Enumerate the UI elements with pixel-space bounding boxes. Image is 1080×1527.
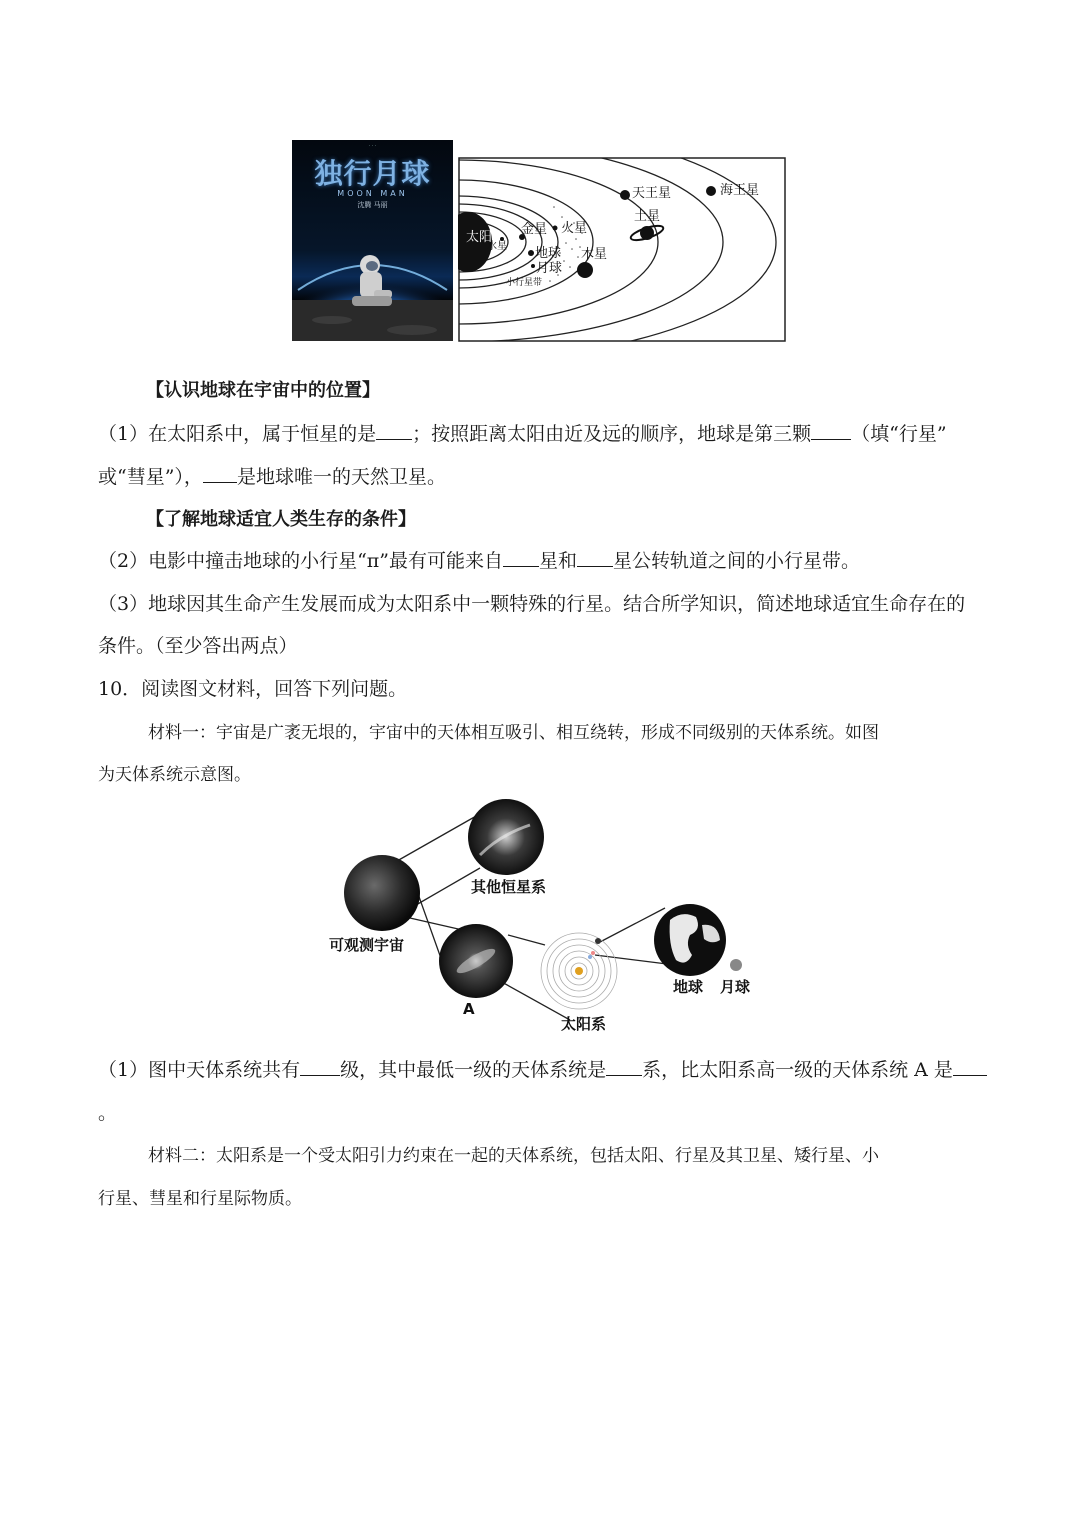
other-stars-label: 其他恒星系: [471, 878, 547, 896]
poster-title: 独行月球: [314, 157, 431, 190]
uranus-icon: [620, 190, 630, 200]
moon-label: 月球: [720, 978, 751, 996]
mars-icon: [553, 226, 558, 231]
moon-icon: [730, 959, 742, 971]
section1-heading: 【认识地球在宇宙中的位置】: [146, 380, 380, 401]
material2-line1: 材料二：太阳系是一个受太阳引力约束在一起的天体系统，包括太阳、行星及其卫星、矮行星、小: [148, 1146, 879, 1166]
venus-label: 金星: [521, 222, 548, 237]
movie-poster: [292, 140, 453, 341]
mars-label: 火星: [561, 221, 588, 236]
a-label: A: [463, 1000, 475, 1018]
celestial-system-diagram: [330, 795, 770, 1040]
earth-label: 地球: [535, 246, 562, 261]
moon-label: 月球: [536, 261, 563, 276]
uranus-label: 天王星: [632, 186, 672, 201]
material2-line2: 行星、彗星和行星际物质。: [98, 1189, 302, 1209]
q1-line1: （1）在太阳系中，属于恒星的是 ；按照距离太阳由近及远的顺序，地球是第三颗 （填“行星”: [98, 423, 947, 445]
solar-system-diagram: [458, 157, 786, 343]
answer-blank[interactable]: [203, 464, 237, 483]
q3-line1: （3）地球因其生命产生发展而成为太阳系中一颗特殊的行星。结合所学知识，简述地球适宜生命存在的: [98, 593, 966, 615]
answer-blank[interactable]: [811, 421, 851, 440]
observable-universe-icon: [344, 855, 420, 931]
neptune-label: 海王星: [720, 183, 760, 198]
jupiter-icon: [577, 262, 593, 278]
asteroid-belt-label: 小行星带: [506, 278, 543, 288]
q3-line2: 条件。（至少答出两点）: [98, 635, 298, 657]
poster-subtitle: MOON MAN: [337, 189, 408, 198]
answer-blank[interactable]: [376, 421, 412, 440]
mercury-label: 水星: [487, 241, 507, 252]
material1-line2: 为天体系统示意图。: [98, 765, 251, 785]
answer-blank[interactable]: [577, 548, 613, 567]
answer-blank[interactable]: [606, 1057, 642, 1076]
moon-icon: [531, 264, 535, 268]
q10-1-line1: （1）图中天体系统共有 级，其中最低一级的天体系统是 系，比太阳系高一级的天体系统 A 是: [98, 1057, 987, 1083]
earth-label: 地球: [673, 978, 704, 996]
answer-blank[interactable]: [300, 1057, 340, 1076]
q10-stem: 10．阅读图文材料，回答下列问题。: [98, 678, 408, 700]
neptune-icon: [706, 186, 716, 196]
material1-line1: 材料一：宇宙是广袤无垠的，宇宙中的天体相互吸引、相互绕转，形成不同级别的天体系统。如图: [148, 723, 879, 743]
jupiter-label: 木星: [581, 247, 608, 262]
answer-blank[interactable]: [503, 548, 539, 567]
observable-universe-label: 可观测宇宙: [329, 936, 405, 954]
saturn-icon: [640, 226, 654, 240]
q2-line: （2）电影中撞击地球的小行星“π”最有可能来自 星和 星公转轨道之间的小行星带。: [98, 550, 861, 572]
poster-art: [292, 140, 453, 341]
answer-blank[interactable]: [953, 1057, 987, 1076]
earth-icon: [528, 250, 534, 256]
q10-1-line2: 。: [98, 1102, 118, 1124]
solar-system-label: 太阳系: [561, 1015, 607, 1033]
section2-heading: 【了解地球适宜人类生存的条件】: [146, 509, 416, 530]
saturn-label: 土星: [634, 209, 661, 224]
q1-line2: 或“彗星”）， 是地球唯一的天然卫星。: [98, 466, 446, 488]
poster-cast: 沈腾 马丽: [357, 201, 388, 209]
poster-top-text: · · ·: [368, 143, 377, 149]
sun-label: 太阳: [466, 230, 493, 245]
